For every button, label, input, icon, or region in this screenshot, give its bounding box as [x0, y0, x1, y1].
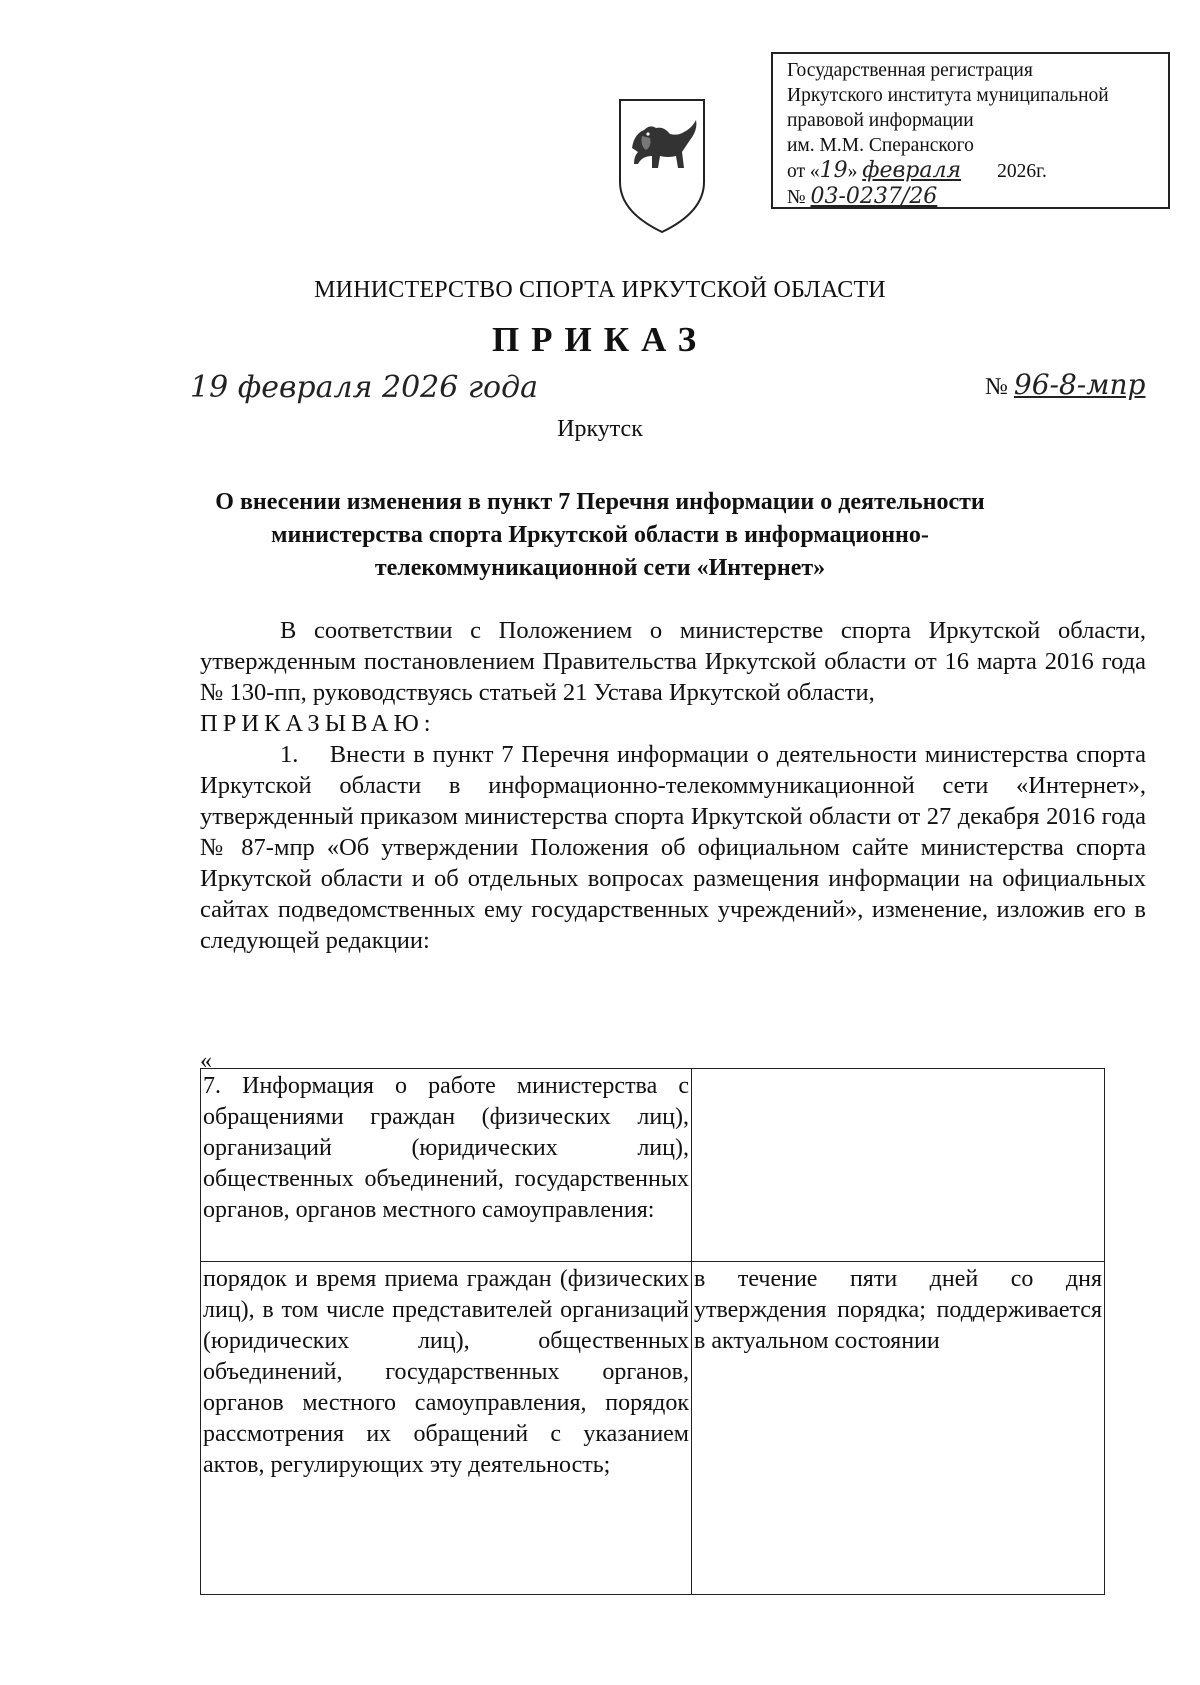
registration-number [787, 184, 1168, 210]
registration-date-day: 19 [819, 158, 848, 183]
city-name: Иркутск [557, 416, 643, 442]
registration-date-mid: » [847, 161, 858, 182]
info-table [200, 1068, 1105, 1595]
order-date-handwritten: 19 февраля 2026 года [190, 370, 539, 405]
registration-date-suffix: г. [1036, 161, 1047, 182]
order-item-1: 1. Внести в пункт 7 Перечня информации о деятельности министерства спорта Иркутской области в информационно-телекоммуникационной сети «Интернет», утвержденный приказом министерства спорта Иркутской области от 27 декабря 2016 года № 87-мпр «Об утверждении Положения об официальном сайте министерства спорта Иркутской области и об отдельных вопросах размещения информации на официальных сайтах подведомственных ему государственных учреждений», изменение, изложив его в следующей редакции: [200, 741, 1146, 954]
registration-date-year: 2026 [997, 161, 1037, 182]
table-cell-info-item: 7. Информация о работе министерства с обращениями граждан (физических лиц), организаций (юридических лиц), общественных объединений, государственных органов, органов местного самоуправления: [201, 1069, 692, 1262]
order-body [200, 615, 1146, 956]
table-cell-deadline [692, 1069, 1105, 1262]
ministry-title: МИНИСТЕРСТВО СПОРТА ИРКУТСКОЙ ОБЛАСТИ [314, 277, 886, 303]
document-type-title: ПРИКАЗ [491, 320, 709, 359]
order-number-handwritten: 96-8-мпр [1013, 368, 1146, 401]
quote-open-mark: « [200, 1048, 212, 1074]
registration-number-value: 03-0237/26 [810, 184, 938, 209]
coat-of-arms-emblem [612, 90, 712, 236]
preamble-paragraph: В соответствии с Положением о министерстве спорта Иркутской области, утвержденным постановлением Правительства Иркутской области от 16 марта 2016 года № 130-пп, руководствуясь статьей 21 Устава Иркутской области, [200, 617, 1146, 706]
order-number-prefix: № [985, 374, 1008, 400]
registration-date-prefix: от « [787, 161, 820, 182]
table-cell-deadline: в течение пяти дней со дня утверждения порядка; поддерживается в актуальном состоянии [692, 1262, 1105, 1595]
table-cell-info-item: порядок и время приема граждан (физических лиц), в том числе представителей организаций (юридических лиц), общественных объединений, государственных органов, органов местного самоуправления, порядок рассмотрения их обращений с указанием актов, регулирующих эту деятельность; [201, 1262, 692, 1595]
order-word: ПРИКАЗЫВАЮ: [200, 710, 436, 737]
registration-line-4: им. М.М. Сперанского [787, 135, 974, 156]
registration-line-1: Государственная регистрация [787, 60, 1033, 81]
order-subject-heading: О внесении изменения в пункт 7 Перечня информации о деятельности министерства спорта Иркутской области в информационно-телекоммуникационной сети «Интернет» [215, 489, 985, 581]
table-row [201, 1262, 1105, 1595]
registration-line-2: Иркутского института муниципальной [787, 85, 1109, 106]
registration-line-3: правовой информации [787, 110, 974, 131]
registration-number-prefix: № [787, 187, 806, 208]
order-number [985, 368, 1145, 401]
registration-date [787, 158, 1168, 184]
registration-stamp [771, 52, 1170, 209]
table-row [201, 1069, 1105, 1262]
registration-date-month: февраля [862, 158, 962, 183]
